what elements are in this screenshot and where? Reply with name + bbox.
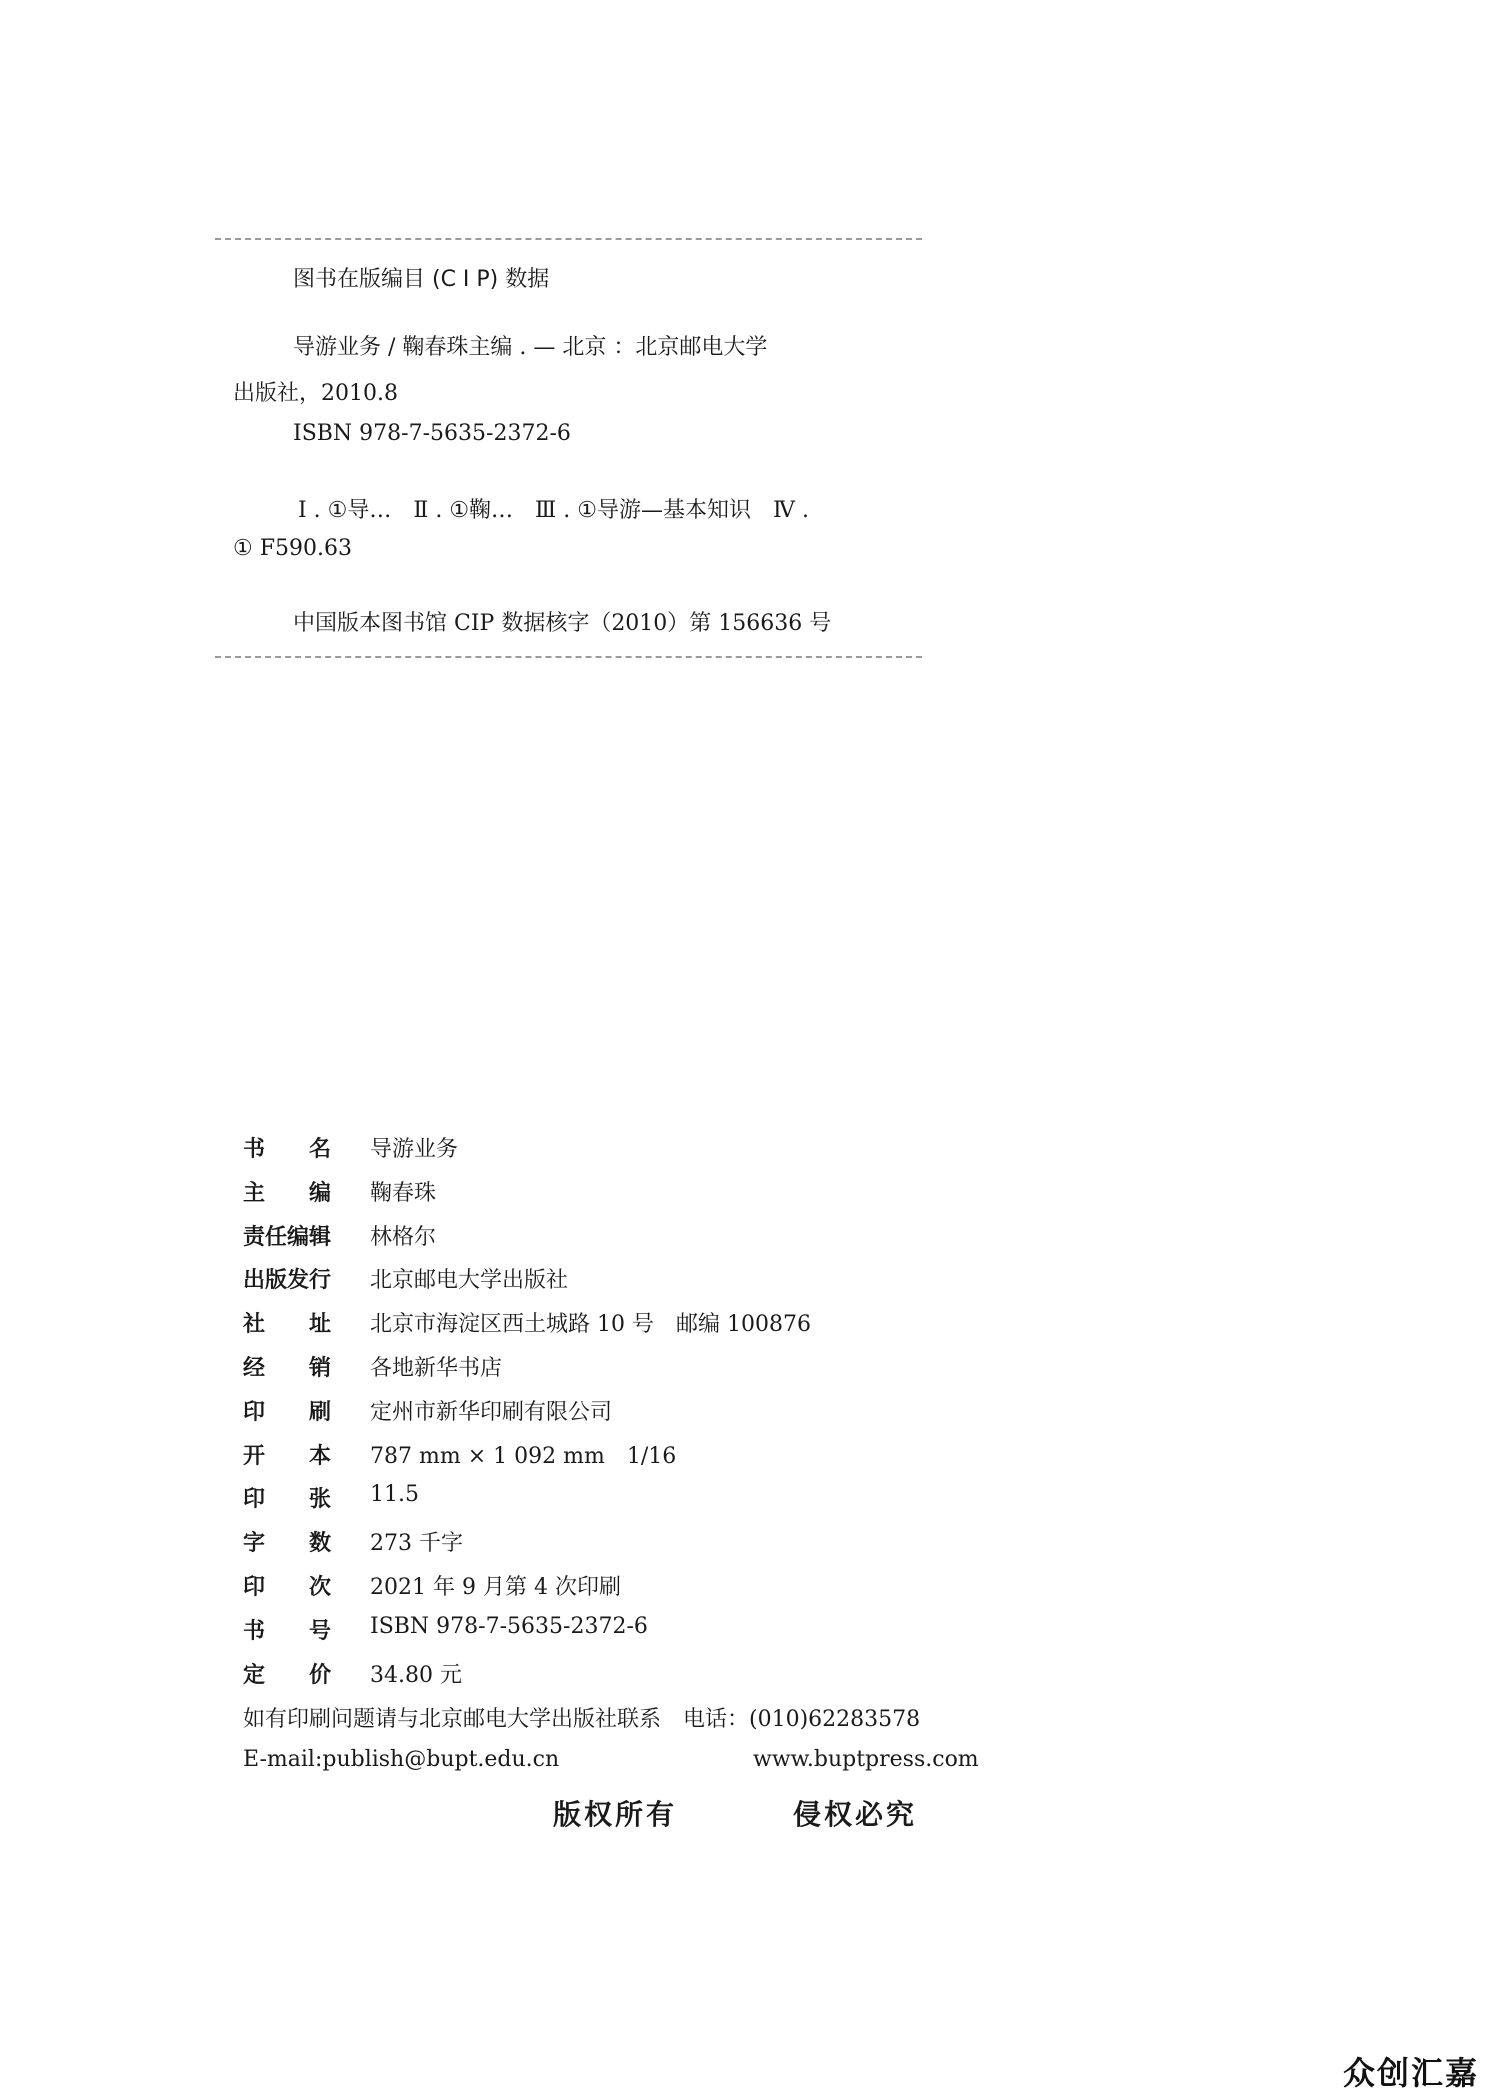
info-label: 印 次 (243, 1575, 332, 1600)
info-value: 定州市新华印刷有限公司 (370, 1400, 613, 1425)
info-label: 印 刷 (243, 1400, 332, 1425)
info-label: 字 数 (243, 1531, 332, 1556)
info-label: 定 价 (243, 1663, 332, 1688)
info-label: 主 编 (243, 1181, 332, 1206)
cip-top-rule (215, 238, 922, 240)
info-label: 经 销 (243, 1356, 332, 1381)
rights-reserved: 版权所有 (553, 1798, 678, 1831)
info-label: 责任编辑 (243, 1225, 332, 1250)
cip-record-number: 中国版本图书馆 CIP 数据核字（2010）第 156636 号 (293, 611, 832, 636)
info-value: 北京市海淀区西土城路 10 号 邮编 100876 (370, 1312, 811, 1337)
contact-website: www.buptpress.com (753, 1747, 979, 1772)
cip-title-line: 导游业务 / 鞠春珠主编 . — 北京 ：北京邮电大学 (293, 335, 768, 360)
info-label: 印 张 (243, 1487, 332, 1512)
cip-publisher-line: 出版社，2010.8 (233, 381, 398, 406)
cip-isbn-line: ISBN 978-7-5635-2372-6 (293, 421, 571, 446)
info-label: 开 本 (243, 1444, 332, 1469)
info-value: 34.80 元 (370, 1663, 462, 1688)
info-value: 787 mm × 1 092 mm 1/16 (370, 1444, 677, 1469)
info-value: 11.5 (370, 1482, 419, 1507)
cip-bottom-rule (215, 656, 922, 658)
watermark-logo: 众创汇嘉 (1343, 2054, 1480, 2092)
info-value: 北京邮电大学出版社 (370, 1268, 569, 1293)
cip-classification-line: Ⅰ . ①导… Ⅱ . ①鞠… Ⅲ . ①导游—基本知识 Ⅳ . (298, 498, 809, 523)
info-value: 林格尔 (370, 1225, 437, 1250)
info-label: 出版发行 (243, 1268, 332, 1293)
info-value: ISBN 978-7-5635-2372-6 (370, 1614, 648, 1639)
info-value: 2021 年 9 月第 4 次印刷 (370, 1575, 621, 1600)
info-value: 273 千字 (370, 1531, 463, 1556)
cip-classification-code: ① F590.63 (233, 536, 352, 561)
info-label: 书 号 (243, 1619, 332, 1644)
piracy-prohibited: 侵权必究 (793, 1798, 918, 1831)
info-value: 导游业务 (370, 1137, 459, 1162)
info-value: 各地新华书店 (370, 1356, 503, 1381)
info-label: 社 址 (243, 1312, 332, 1337)
contact-email: E-mail:publish@bupt.edu.cn (243, 1747, 560, 1772)
contact-phone-line: 如有印刷问题请与北京邮电大学出版社联系 电话：(010)62283578 (243, 1707, 921, 1732)
info-value: 鞠春珠 (370, 1181, 437, 1206)
info-label: 书 名 (243, 1137, 332, 1162)
cip-heading: 图书在版编目 (C I P) 数据 (293, 267, 550, 292)
